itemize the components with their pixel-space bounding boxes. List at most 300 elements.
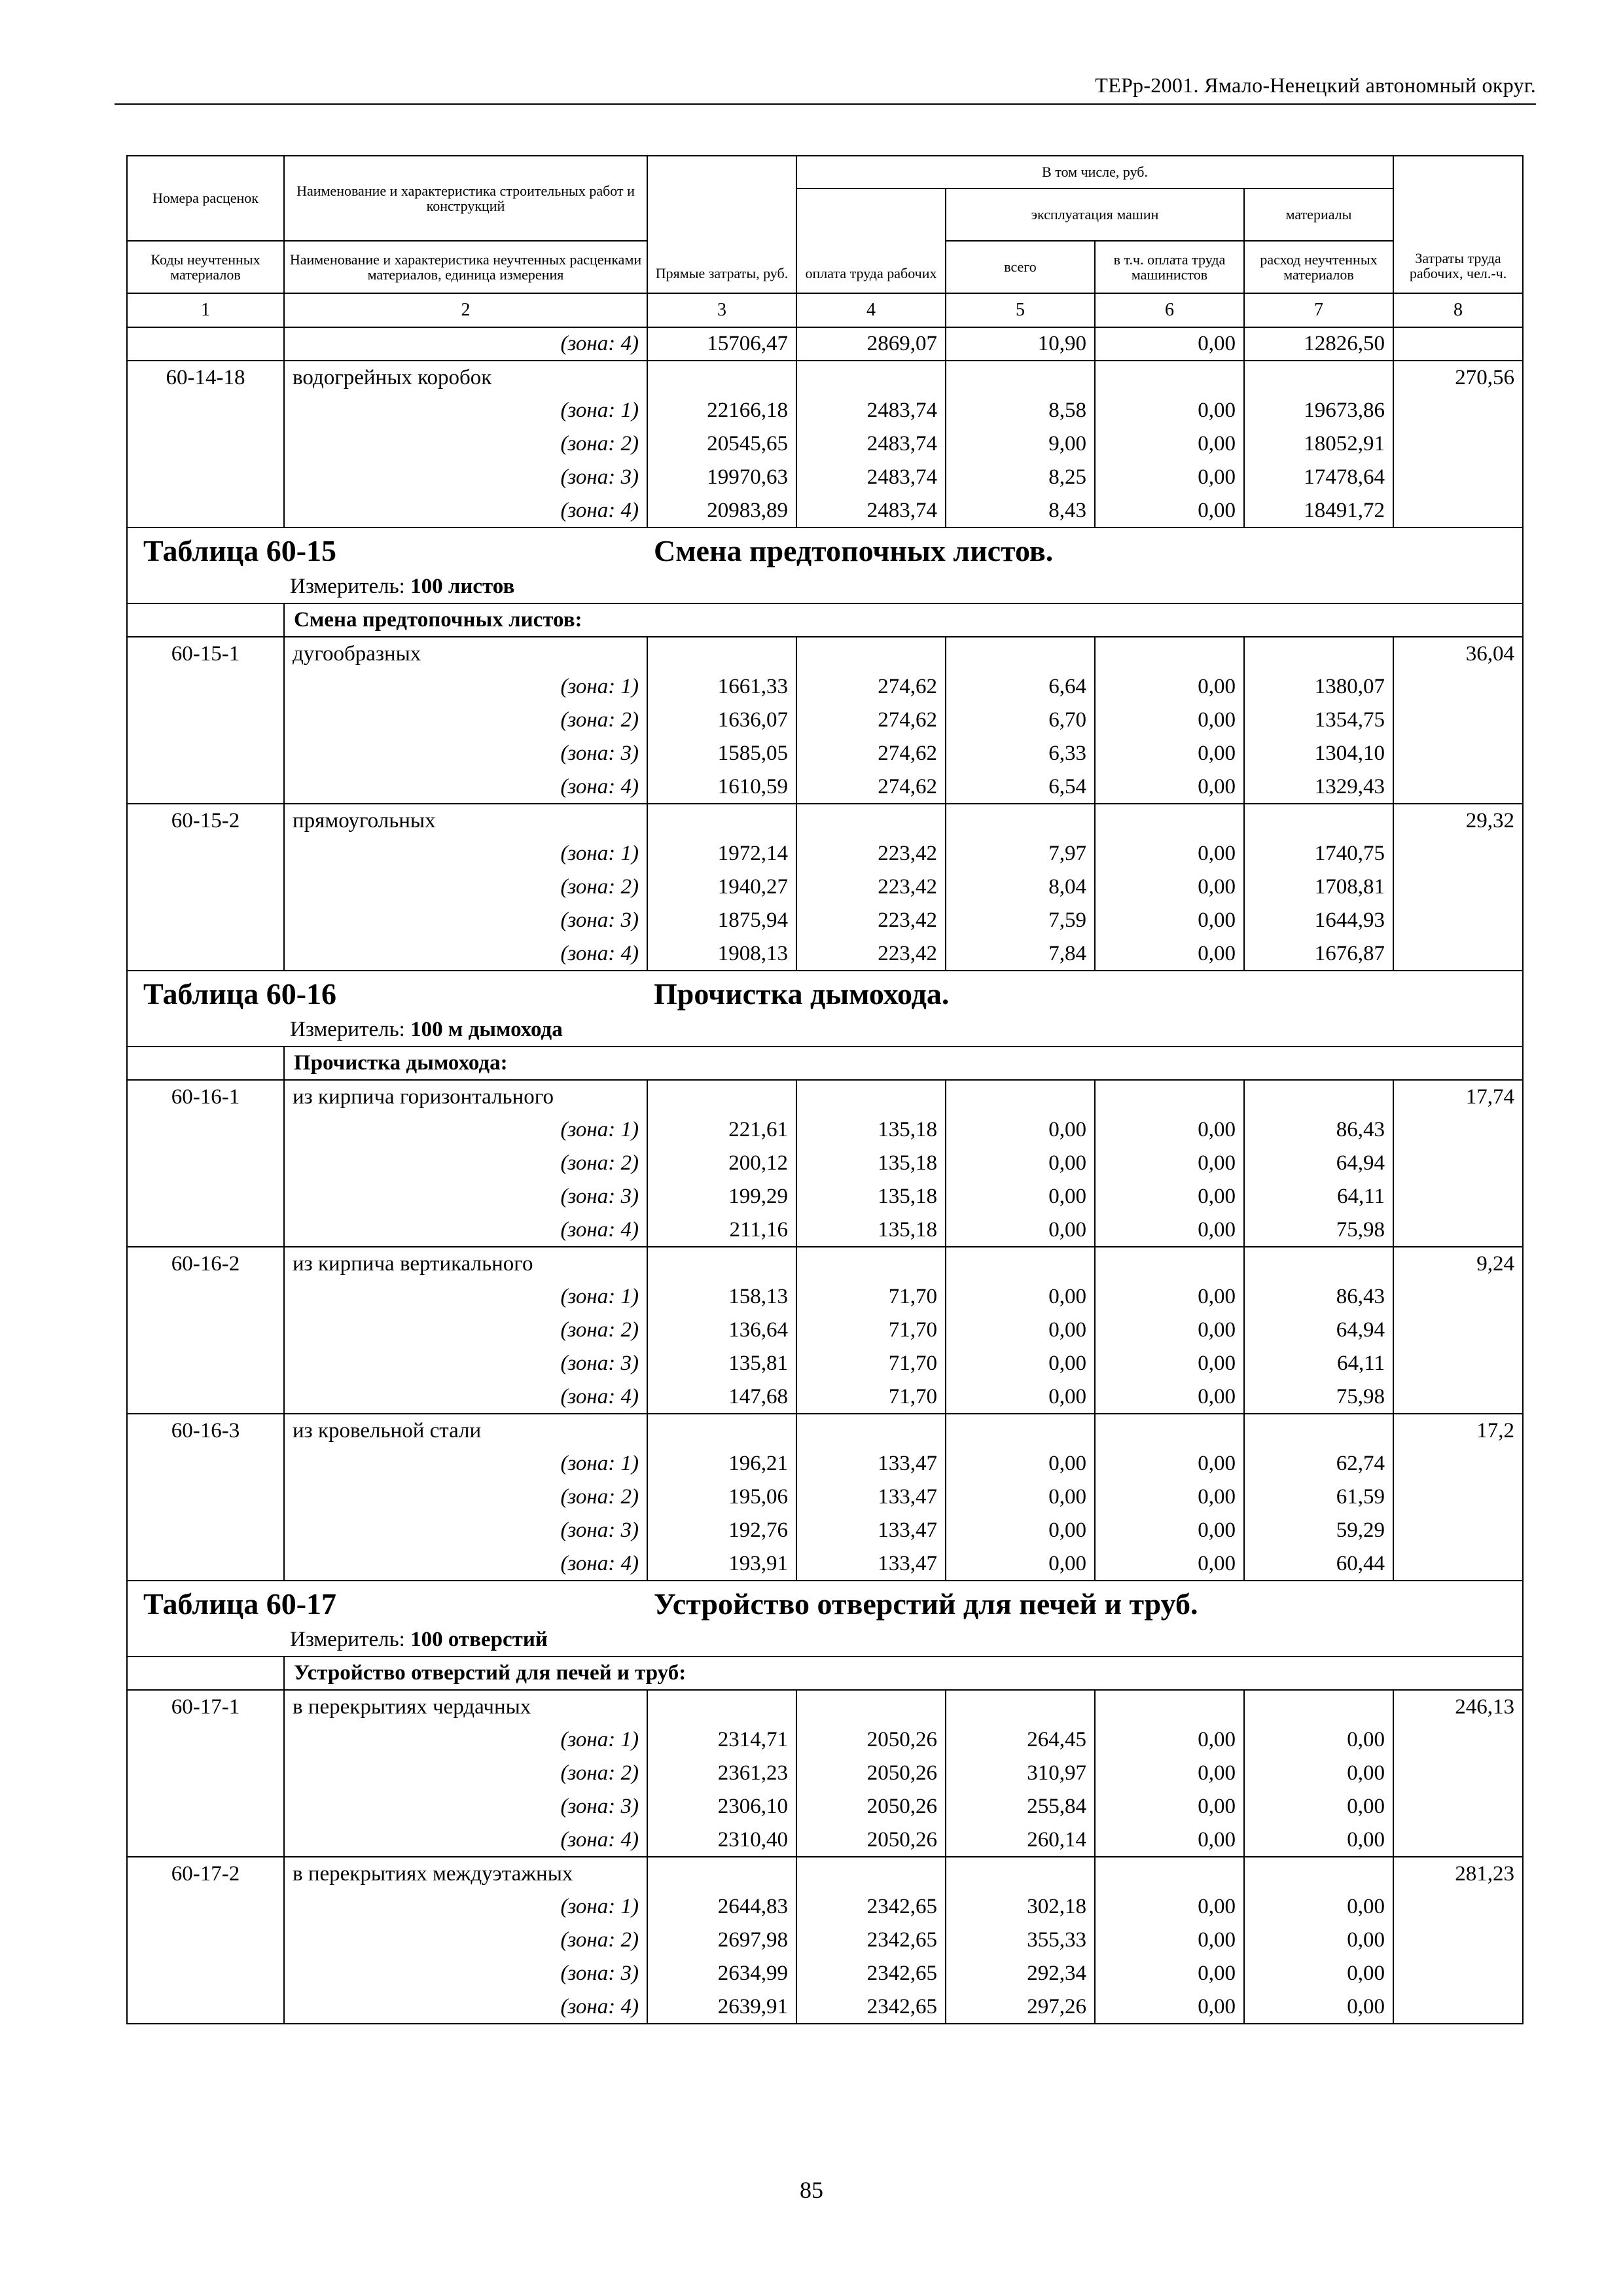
zone-row xyxy=(127,737,1523,770)
column-number: 6 xyxy=(1095,293,1244,327)
machines-total-value: 7,97 xyxy=(946,837,1095,870)
machines-total-value: 6,33 xyxy=(946,737,1095,770)
materials-value: 62,74 xyxy=(1244,1447,1393,1480)
labor-hours-value xyxy=(1393,1924,1523,1957)
labor-hours-value xyxy=(1393,870,1523,904)
materials-value: 64,11 xyxy=(1244,1347,1393,1380)
rate-item-row xyxy=(127,1414,1523,1447)
labor-pay-value-empty xyxy=(796,1247,946,1280)
rate-code-cell xyxy=(127,1924,284,1957)
labor-hours-value xyxy=(1393,904,1523,937)
labor-pay-value: 133,47 xyxy=(796,1480,946,1514)
meter-label: Измеритель: xyxy=(290,1627,405,1651)
labor-pay-value: 135,18 xyxy=(796,1147,946,1180)
materials-value: 12826,50 xyxy=(1244,327,1393,361)
table-label: Таблица 60-15 xyxy=(143,534,337,567)
materials-value-empty xyxy=(1244,637,1393,670)
zone-label: (зона: 4) xyxy=(284,1823,647,1857)
rate-code-cell xyxy=(127,327,284,361)
machines-total-value: 8,43 xyxy=(946,494,1095,528)
zone-label: (зона: 4) xyxy=(284,937,647,971)
direct-costs-value-empty xyxy=(647,1247,796,1280)
rate-code: 60-17-2 xyxy=(127,1857,284,1890)
rate-code-cell xyxy=(127,1180,284,1213)
zone-label: (зона: 2) xyxy=(284,1924,647,1957)
zone-row xyxy=(127,1924,1523,1957)
materials-value: 17478,64 xyxy=(1244,461,1393,494)
machinist-pay-value-empty xyxy=(1095,361,1244,394)
direct-costs-value-empty xyxy=(647,804,796,837)
rate-code: 60-16-1 xyxy=(127,1080,284,1113)
rate-code-cell xyxy=(127,1757,284,1790)
zone-label: (зона: 2) xyxy=(284,704,647,737)
labor-hours-value xyxy=(1393,1213,1523,1247)
machinist-pay-value: 0,00 xyxy=(1095,1347,1244,1380)
machines-total-value: 7,84 xyxy=(946,937,1095,971)
zone-label: (зона: 1) xyxy=(284,1113,647,1147)
machinist-pay-value: 0,00 xyxy=(1095,904,1244,937)
labor-hours-value xyxy=(1393,1514,1523,1547)
machinist-pay-value: 0,00 xyxy=(1095,1790,1244,1823)
machines-total-value: 297,26 xyxy=(946,1990,1095,2024)
materials-value: 75,98 xyxy=(1244,1213,1393,1247)
machines-total-value: 0,00 xyxy=(946,1380,1095,1414)
header-machinist-pay: в т.ч. оплата труда машинистов xyxy=(1095,241,1244,293)
zone-label: (зона: 3) xyxy=(284,737,647,770)
machines-total-value: 8,04 xyxy=(946,870,1095,904)
zone-row xyxy=(127,1113,1523,1147)
machines-total-value: 8,25 xyxy=(946,461,1095,494)
table-caption xyxy=(127,971,1523,1013)
direct-costs-value: 2634,99 xyxy=(647,1957,796,1990)
materials-value: 18052,91 xyxy=(1244,427,1393,461)
direct-costs-value: 195,06 xyxy=(647,1480,796,1514)
materials-value: 1708,81 xyxy=(1244,870,1393,904)
direct-costs-value: 20983,89 xyxy=(647,494,796,528)
rate-code: 60-17-1 xyxy=(127,1690,284,1723)
direct-costs-value: 221,61 xyxy=(647,1113,796,1147)
machines-total-value: 0,00 xyxy=(946,1113,1095,1147)
labor-hours-value xyxy=(1393,1380,1523,1414)
machinist-pay-value: 0,00 xyxy=(1095,427,1244,461)
machines-total-value: 0,00 xyxy=(946,1480,1095,1514)
machines-total-value: 0,00 xyxy=(946,1547,1095,1581)
rate-code-cell xyxy=(127,1823,284,1857)
machines-total-value-empty xyxy=(946,637,1095,670)
direct-costs-value: 1940,27 xyxy=(647,870,796,904)
zone-row xyxy=(127,1347,1523,1380)
column-number: 2 xyxy=(284,293,647,327)
labor-hours-value: 17,2 xyxy=(1393,1414,1523,1447)
rate-code-cell xyxy=(127,1380,284,1414)
machinist-pay-value: 0,00 xyxy=(1095,1924,1244,1957)
materials-value: 59,29 xyxy=(1244,1514,1393,1547)
materials-value: 1676,87 xyxy=(1244,937,1393,971)
machinist-pay-value: 0,00 xyxy=(1095,1314,1244,1347)
materials-value: 0,00 xyxy=(1244,1823,1393,1857)
machines-total-value: 6,64 xyxy=(946,670,1095,704)
table-caption-row xyxy=(127,1581,1523,1623)
header-direct-costs: Прямые затраты, руб. xyxy=(647,156,796,293)
machines-total-value-empty xyxy=(946,1080,1095,1113)
labor-pay-value: 2342,65 xyxy=(796,1890,946,1924)
rate-code-cell xyxy=(127,1723,284,1757)
zone-label: (зона: 1) xyxy=(284,1447,647,1480)
zone-row xyxy=(127,1890,1523,1924)
header-unaccounted-codes: Коды неучтенных материалов xyxy=(127,241,284,293)
rate-code-cell xyxy=(127,1280,284,1314)
direct-costs-value: 147,68 xyxy=(647,1380,796,1414)
rates-table xyxy=(126,155,1524,2024)
machinist-pay-value: 0,00 xyxy=(1095,737,1244,770)
direct-costs-value: 2639,91 xyxy=(647,1990,796,2024)
zone-label: (зона: 3) xyxy=(284,1347,647,1380)
table-caption xyxy=(127,1581,1523,1623)
machines-total-value: 0,00 xyxy=(946,1180,1095,1213)
rate-item-row xyxy=(127,1857,1523,1890)
column-number: 4 xyxy=(796,293,946,327)
materials-value: 64,94 xyxy=(1244,1314,1393,1347)
materials-value: 1644,93 xyxy=(1244,904,1393,937)
header-labor-pay: оплата труда рабочих xyxy=(796,188,946,293)
labor-pay-value: 223,42 xyxy=(796,904,946,937)
machinist-pay-value-empty xyxy=(1095,637,1244,670)
machines-total-value: 0,00 xyxy=(946,1447,1095,1480)
table-label: Таблица 60-17 xyxy=(143,1587,337,1621)
header-rule xyxy=(115,103,1536,105)
table-meter xyxy=(127,1623,1523,1657)
zone-label: (зона: 3) xyxy=(284,1957,647,1990)
labor-pay-value: 2483,74 xyxy=(796,427,946,461)
meter-label: Измеритель: xyxy=(290,574,405,598)
rate-name: прямоугольных xyxy=(284,804,647,837)
materials-value-empty xyxy=(1244,1247,1393,1280)
machines-total-value: 310,97 xyxy=(946,1757,1095,1790)
direct-costs-value: 2306,10 xyxy=(647,1790,796,1823)
machinist-pay-value: 0,00 xyxy=(1095,704,1244,737)
labor-hours-value xyxy=(1393,1347,1523,1380)
header-rate-numbers: Номера расценок xyxy=(127,156,284,241)
zone-row xyxy=(127,770,1523,804)
materials-value-empty xyxy=(1244,1080,1393,1113)
zone-row xyxy=(127,1380,1523,1414)
zone-row xyxy=(127,1447,1523,1480)
rate-code: 60-15-2 xyxy=(127,804,284,837)
direct-costs-value: 2314,71 xyxy=(647,1723,796,1757)
labor-hours-value xyxy=(1393,1890,1523,1924)
labor-pay-value: 2342,65 xyxy=(796,1924,946,1957)
labor-pay-value-empty xyxy=(796,361,946,394)
machines-total-value: 8,58 xyxy=(946,394,1095,427)
zone-label: (зона: 1) xyxy=(284,670,647,704)
direct-costs-value: 1585,05 xyxy=(647,737,796,770)
machinist-pay-value-empty xyxy=(1095,804,1244,837)
header-work-name: Наименование и характеристика строительных работ и конструкций xyxy=(284,156,647,241)
rate-item-row xyxy=(127,1080,1523,1113)
machinist-pay-value: 0,00 xyxy=(1095,937,1244,971)
labor-hours-value xyxy=(1393,1113,1523,1147)
direct-costs-value: 199,29 xyxy=(647,1180,796,1213)
labor-pay-value: 133,47 xyxy=(796,1514,946,1547)
rate-name: водогрейных коробок xyxy=(284,361,647,394)
labor-pay-value-empty xyxy=(796,1414,946,1447)
machinist-pay-value-empty xyxy=(1095,1247,1244,1280)
table-caption-row xyxy=(127,971,1523,1013)
meter-row xyxy=(127,570,1523,603)
direct-costs-value: 196,21 xyxy=(647,1447,796,1480)
zone-row xyxy=(127,1480,1523,1514)
direct-costs-value-empty xyxy=(647,1414,796,1447)
direct-costs-value: 200,12 xyxy=(647,1147,796,1180)
machines-total-value-empty xyxy=(946,1247,1095,1280)
machines-total-value: 0,00 xyxy=(946,1514,1095,1547)
page-number: 85 xyxy=(800,2177,823,2203)
zone-label: (зона: 1) xyxy=(284,1280,647,1314)
labor-hours-value xyxy=(1393,1757,1523,1790)
rate-code-cell xyxy=(127,427,284,461)
direct-costs-value: 15706,47 xyxy=(647,327,796,361)
machinist-pay-value: 0,00 xyxy=(1095,1957,1244,1990)
materials-value-empty xyxy=(1244,1857,1393,1890)
zone-row xyxy=(127,1213,1523,1247)
materials-value: 61,59 xyxy=(1244,1480,1393,1514)
group-heading-row xyxy=(127,1657,1523,1690)
rate-item-row xyxy=(127,1247,1523,1280)
direct-costs-value: 2697,98 xyxy=(647,1924,796,1957)
meter-value: 100 листов xyxy=(410,574,515,598)
rate-code-cell xyxy=(127,1113,284,1147)
machinist-pay-value-empty xyxy=(1095,1690,1244,1723)
machinist-pay-value: 0,00 xyxy=(1095,1514,1244,1547)
column-number: 1 xyxy=(127,293,284,327)
table-title: Прочистка дымохода. xyxy=(654,977,950,1011)
labor-pay-value: 2483,74 xyxy=(796,494,946,528)
labor-pay-value: 274,62 xyxy=(796,704,946,737)
machinist-pay-value: 0,00 xyxy=(1095,837,1244,870)
labor-hours-value xyxy=(1393,1547,1523,1581)
machinist-pay-value: 0,00 xyxy=(1095,494,1244,528)
machines-total-value: 302,18 xyxy=(946,1890,1095,1924)
materials-value: 1304,10 xyxy=(1244,737,1393,770)
zone-row xyxy=(127,1757,1523,1790)
machinist-pay-value: 0,00 xyxy=(1095,670,1244,704)
direct-costs-value-empty xyxy=(647,1690,796,1723)
machines-total-value: 264,45 xyxy=(946,1723,1095,1757)
machinist-pay-value: 0,00 xyxy=(1095,1213,1244,1247)
rate-code-cell xyxy=(127,1790,284,1823)
rate-code-cell xyxy=(127,704,284,737)
rate-code-cell xyxy=(127,770,284,804)
rate-code-cell xyxy=(127,1447,284,1480)
machinist-pay-value: 0,00 xyxy=(1095,394,1244,427)
zone-label: (зона: 1) xyxy=(284,1890,647,1924)
labor-pay-value: 223,42 xyxy=(796,870,946,904)
machines-total-value: 292,34 xyxy=(946,1957,1095,1990)
rate-code-cell xyxy=(127,1314,284,1347)
labor-pay-value: 135,18 xyxy=(796,1113,946,1147)
materials-value: 0,00 xyxy=(1244,1757,1393,1790)
labor-pay-value-empty xyxy=(796,637,946,670)
machines-total-value-empty xyxy=(946,804,1095,837)
labor-pay-value-empty xyxy=(796,1690,946,1723)
header-materials-unaccounted: расход неучтенных материалов xyxy=(1244,241,1393,293)
direct-costs-value: 1661,33 xyxy=(647,670,796,704)
machinist-pay-value-empty xyxy=(1095,1414,1244,1447)
column-numbers-row xyxy=(127,293,1523,327)
zone-row xyxy=(127,1547,1523,1581)
table-meter xyxy=(127,1013,1523,1047)
machines-total-value: 355,33 xyxy=(946,1924,1095,1957)
rate-item-row xyxy=(127,1690,1523,1723)
meter-row xyxy=(127,1623,1523,1657)
labor-hours-value xyxy=(1393,737,1523,770)
rate-name: в перекрытиях чердачных xyxy=(284,1690,647,1723)
zone-row xyxy=(127,394,1523,427)
materials-value: 1329,43 xyxy=(1244,770,1393,804)
meter-label: Измеритель: xyxy=(290,1017,405,1041)
labor-hours-value: 270,56 xyxy=(1393,361,1523,394)
header-including: В том числе, руб. xyxy=(796,156,1393,188)
materials-value: 86,43 xyxy=(1244,1280,1393,1314)
machines-total-value: 6,54 xyxy=(946,770,1095,804)
machines-total-value: 0,00 xyxy=(946,1314,1095,1347)
zone-label: (зона: 4) xyxy=(284,1213,647,1247)
materials-value: 64,94 xyxy=(1244,1147,1393,1180)
labor-pay-value: 71,70 xyxy=(796,1280,946,1314)
zone-label: (зона: 3) xyxy=(284,904,647,937)
labor-pay-value: 2869,07 xyxy=(796,327,946,361)
meter-value: 100 отверстий xyxy=(410,1627,548,1651)
direct-costs-value: 22166,18 xyxy=(647,394,796,427)
materials-value-empty xyxy=(1244,361,1393,394)
rate-item-row xyxy=(127,637,1523,670)
rate-name: в перекрытиях междуэтажных xyxy=(284,1857,647,1890)
zone-row xyxy=(127,704,1523,737)
zone-row xyxy=(127,427,1523,461)
labor-hours-value xyxy=(1393,1957,1523,1990)
labor-hours-value xyxy=(1393,704,1523,737)
rate-code-cell xyxy=(127,870,284,904)
direct-costs-value-empty xyxy=(647,637,796,670)
machines-total-value-empty xyxy=(946,361,1095,394)
zone-row xyxy=(127,1314,1523,1347)
rate-code: 60-16-2 xyxy=(127,1247,284,1280)
table-title: Устройство отверстий для печей и труб. xyxy=(654,1587,1198,1621)
direct-costs-value: 2361,23 xyxy=(647,1757,796,1790)
labor-pay-value: 135,18 xyxy=(796,1180,946,1213)
zone-row xyxy=(127,837,1523,870)
materials-value: 86,43 xyxy=(1244,1113,1393,1147)
machinist-pay-value: 0,00 xyxy=(1095,1380,1244,1414)
direct-costs-value: 211,16 xyxy=(647,1213,796,1247)
table-meter xyxy=(127,570,1523,603)
machinist-pay-value: 0,00 xyxy=(1095,1757,1244,1790)
labor-hours-value: 9,24 xyxy=(1393,1247,1523,1280)
labor-pay-value: 135,18 xyxy=(796,1213,946,1247)
labor-hours-value xyxy=(1393,461,1523,494)
zone-label: (зона: 3) xyxy=(284,1514,647,1547)
machines-total-value: 10,90 xyxy=(946,327,1095,361)
direct-costs-value: 1636,07 xyxy=(647,704,796,737)
labor-hours-value xyxy=(1393,1480,1523,1514)
machinist-pay-value: 0,00 xyxy=(1095,461,1244,494)
rate-code-cell xyxy=(127,904,284,937)
rate-name: из кирпича вертикального xyxy=(284,1247,647,1280)
machinist-pay-value: 0,00 xyxy=(1095,1447,1244,1480)
group-code-cell xyxy=(127,603,284,637)
labor-pay-value: 274,62 xyxy=(796,737,946,770)
machinist-pay-value: 0,00 xyxy=(1095,327,1244,361)
rate-code: 60-16-3 xyxy=(127,1414,284,1447)
labor-pay-value: 2050,26 xyxy=(796,1823,946,1857)
direct-costs-value: 193,91 xyxy=(647,1547,796,1581)
machinist-pay-value: 0,00 xyxy=(1095,1990,1244,2024)
labor-hours-value: 36,04 xyxy=(1393,637,1523,670)
direct-costs-value: 135,81 xyxy=(647,1347,796,1380)
rate-code-cell xyxy=(127,1547,284,1581)
rate-code-cell xyxy=(127,837,284,870)
materials-value: 18491,72 xyxy=(1244,494,1393,528)
labor-pay-value: 133,47 xyxy=(796,1447,946,1480)
zone-row xyxy=(127,1147,1523,1180)
machinist-pay-value: 0,00 xyxy=(1095,1280,1244,1314)
machines-total-value: 255,84 xyxy=(946,1790,1095,1823)
rate-item-row xyxy=(127,804,1523,837)
labor-hours-value xyxy=(1393,1280,1523,1314)
rate-item-row xyxy=(127,361,1523,394)
group-code-cell xyxy=(127,1047,284,1080)
zone-label: (зона: 3) xyxy=(284,461,647,494)
direct-costs-value: 20545,65 xyxy=(647,427,796,461)
direct-costs-value: 136,64 xyxy=(647,1314,796,1347)
labor-hours-value xyxy=(1393,1723,1523,1757)
table-header xyxy=(127,156,1523,327)
rate-code-cell xyxy=(127,1990,284,2024)
machines-total-value: 7,59 xyxy=(946,904,1095,937)
machines-total-value: 0,00 xyxy=(946,1213,1095,1247)
direct-costs-value: 1908,13 xyxy=(647,937,796,971)
zone-row xyxy=(127,870,1523,904)
machinist-pay-value: 0,00 xyxy=(1095,1547,1244,1581)
materials-value: 75,98 xyxy=(1244,1380,1393,1414)
table-caption xyxy=(127,528,1523,570)
machinist-pay-value: 0,00 xyxy=(1095,770,1244,804)
zone-row xyxy=(127,494,1523,528)
rate-code-cell xyxy=(127,937,284,971)
labor-hours-value xyxy=(1393,670,1523,704)
labor-hours-value xyxy=(1393,1790,1523,1823)
machinist-pay-value: 0,00 xyxy=(1095,1180,1244,1213)
labor-hours-value xyxy=(1393,494,1523,528)
labor-pay-value: 71,70 xyxy=(796,1314,946,1347)
direct-costs-value: 1610,59 xyxy=(647,770,796,804)
labor-pay-value: 2483,74 xyxy=(796,461,946,494)
labor-pay-value: 223,42 xyxy=(796,837,946,870)
header-materials: материалы xyxy=(1244,188,1393,241)
materials-value: 64,11 xyxy=(1244,1180,1393,1213)
labor-hours-value xyxy=(1393,1180,1523,1213)
materials-value: 0,00 xyxy=(1244,1990,1393,2024)
direct-costs-value: 158,13 xyxy=(647,1280,796,1314)
rate-code-cell xyxy=(127,670,284,704)
direct-costs-value-empty xyxy=(647,1857,796,1890)
labor-pay-value: 71,70 xyxy=(796,1347,946,1380)
zone-row xyxy=(127,1280,1523,1314)
rate-code: 60-14-18 xyxy=(127,361,284,394)
zone-label: (зона: 1) xyxy=(284,394,647,427)
materials-value-empty xyxy=(1244,804,1393,837)
table-body xyxy=(127,327,1523,2024)
